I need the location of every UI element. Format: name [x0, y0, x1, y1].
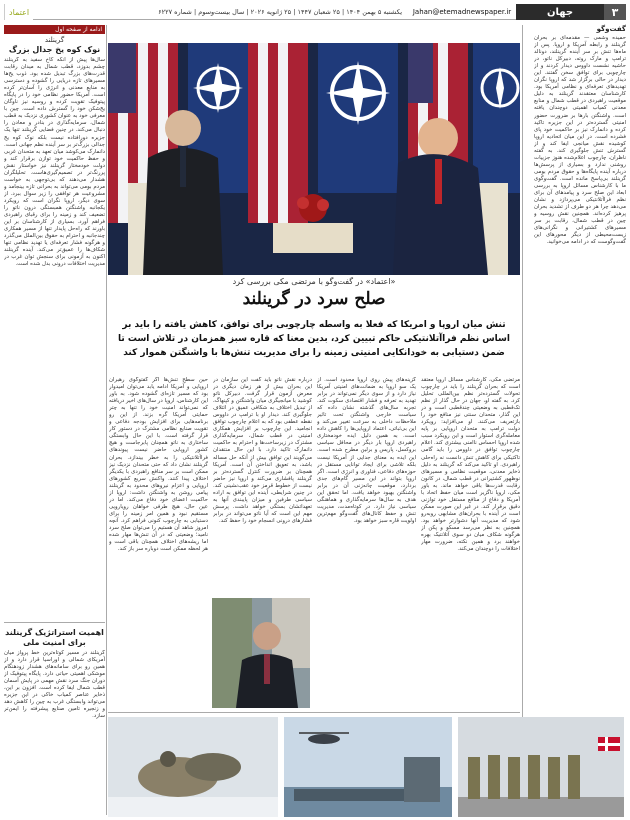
column-divider: [106, 25, 107, 815]
article-column: گزینه‌های پیش روی اروپا محدود است. از یک سو اروپا به ضمانت‌های امنیتی آمریکا نیاز دارد و از سوی دیگر نمی‌تواند در برابر تهدید به تعرفه و فشار اقتصادی سکوت کند. تجربه سال‌های گذشته نشان داده که سیاست خارجی واشنگتن تحت تاثیر ملاحظات داخلی به سرعت تغییر می‌کند و این بی‌ثباتی، اعتماد اروپایی‌ها را کاهش داده است. به همین دلیل ایده خودمختاری راهبردی اروپا بار دیگر در محافل سیاسی بروکسل، پاریس و برلین مطرح شده است. این ایده به معنای جدایی از آمریکا نیست بلکه تلاشی برای ایجاد توانایی مستقل در حوزه‌های دفاعی، فناوری و انرژی است. اگر اروپا بتواند در این مسیر گام‌های جدی بردارد، موقعیت چانه‌زنی آن در برابر واشنگتن بهبود خواهد یافت. اما تحقق این هدف به سال‌ها سرمایه‌گذاری و هماهنگی سیاسی نیاز دارد. در کوتاه‌مدت، مدیریت تنش و حفظ کانال‌های گفت‌وگو مهم‌ترین اولویت قاره سبز خواهد بود.: [317, 377, 416, 524]
left-column-article-2: [4, 628, 105, 806]
page-number: ۳: [604, 4, 626, 20]
masthead-bar: [4, 4, 626, 20]
right-column-label: گفت‌وگو: [596, 25, 626, 33]
left-article-2-body: گرینلند در مسیر کوتاه‌ترین خط پرواز میان آمریکای شمالی و اوراسیا قرار دارد و از همین رو برای سامانه‌های هشدار زودهنگام موشکی اهمیتی حیاتی دارد. پایگاه پیتوفیک از دوران جنگ سرد نقش مهمی در پایش آسمان قطب شمال ایفا کرده است. افزون بر این، ذخایر عناصر کمیاب خاکی در این جزیره می‌تواند وابستگی غرب به چین را کاهش دهد و زنجیره تامین صنایع پیشرفته را ایمن‌تر سازد.: [4, 650, 105, 720]
section-email[interactable]: Jahan@etemadnewspaper.ir: [408, 4, 516, 20]
bottom-photo-strip: [108, 717, 624, 817]
left-article-title: نوک کوه یخ جدال بزرگ: [8, 45, 101, 54]
article-kicker: «اعتماد» در گفت‌وگو با مرتضی مکی بررسی کرد: [232, 277, 396, 286]
left-article-body: سال‌ها پیش از آنکه کاخ سفید به گرینلند چشم بدوزد، قطب شمال به میدان رقابت قدرت‌های بزرگ تبدیل شده بود. ذوب یخ‌ها مسیرهای تازه دریایی را گشوده و دسترسی به منابع معدنی و انرژی را آسان‌تر کرده است. آمریکا حضور نظامی خود را در پایگاه پیتوفیک تقویت کرده و روسیه نیز ناوگان یخ‌شکن خود را گسترش داده است. چین با معرفی خود به عنوان کشوری نزدیک به قطب شمال، سرمایه‌گذاری در بنادر و معادن را دنبال می‌کند. در چنین فضایی گرینلند تنها یک جزیره دورافتاده نیست بلکه نوک کوه یخ جدالی بزرگ‌تر بر سر آینده نظم جهانی است. دانمارک می‌کوشد میان تعهد به متحدان غربی و حفظ حاکمیت خود توازن برقرار کند و دولت خودمختار گرینلند نیز خواستار نقش پررنگ‌تر در تصمیم‌گیری‌هاست. تحلیلگران هشدار می‌دهند که بی‌توجهی به خواست مردم بومی می‌تواند به بحرانی تازه بینجامد و مشروعیت هر توافقی را زیر سوال ببرد. از سوی دیگر، اروپا نگران است که رویکرد یکجانبه واشنگتن همبستگی درون ناتو را تضعیف کند و زمینه را برای رقبای راهبردی فراهم آورد. بسیاری از کارشناسان بر این باورند که راه‌حل پایدار تنها از مسیر همکاری چندجانبه و احترام به حقوق بین‌الملل می‌گذرد و هرگونه فشار تعرفه‌ای یا تهدید نظامی تنها شکاف‌ها را عمیق‌تر می‌کند. آینده گرینلند اکنون به آزمونی برای سنجش توان غرب در مدیریت اختلافات درونی بدل شده است.: [4, 57, 105, 268]
soldiers-flag-photo: [458, 717, 624, 817]
left-article-kicker: گرینلند: [44, 36, 65, 44]
main-photo: [108, 43, 520, 275]
article-column: حین سطح تنش‌ها اگر گفتوگوی رهبران اروپایی و آمریکا ادامه یابد می‌توان امیدوار بود که مسیر تازه‌ای گشوده شود. به باور این کارشناس، اروپا در سال‌های اخیر دریافته که نمی‌تواند امنیت خود را تنها به چتر حمایتی آمریکا گره بزند. از این رو برنامه‌هایی برای افزایش بودجه دفاعی و تقویت صنایع نظامی مشترک در دستور کار قرار گرفته است. با این حال وابستگی ساختاری به ناتو همچنان پابرجاست و هیچ کشور اروپایی حاضر نیست پیوندهای فراآتلانتیکی را به خطر بیندازد. بحران گرینلند نشان داد که حتی متحدان نزدیک نیز ممکن است بر سر منافع راهبردی با یکدیگر اختلاف پیدا کنند. واکنش سریع کشورهای اروپایی و اعزام نیروهای محدود به گرینلند پیامی روشن به واشنگتن داشت: اروپا از حاکمیت اعضای خود دفاع می‌کند. اما در عین حال، هیچ طرفی خواهان رویارویی مستقیم نبود و همین امر زمینه را برای دستیابی به چارچوب کنونی فراهم کرد. آنچه امروز شاهد آن هستیم را می‌توان صلح سرد نامید؛ وضعیتی که در آن تنش‌ها مهار شده اما ریشه‌های اختلاف همچنان باقی است و هر لحظه ممکن است دوباره سر باز کند.: [109, 377, 208, 553]
article-column: مرتضی مکی، کارشناس مسائل اروپا معتقد است که بحران گرینلند را باید در چارچوب تحولات گسترده‌تر نظم بین‌المللی تحلیل کرد. به گفته او، جهان در حال گذار از نظم تک‌قطبی به وضعیتی چندقطبی است و در این گذار، متحدان سنتی نیز منافع خود را بازتعریف می‌کنند. او می‌افزاید: رویکرد دولت ترامپ به متحدان اروپایی بر پایه معامله‌گری استوار است و این رویکرد سبب شده اروپا احساس ناامنی بیشتری کند. اعلام چارچوب توافق در داووس را باید گامی تاکتیکی برای کاهش تنش دانست نه راه‌حلی راهبردی. او تاکید می‌کند که گرینلند به دلیل ذخایر معدنی، موقعیت نظامی و مسیرهای نوظهور کشتیرانی در قطب شمال، در کانون رقابت قدرت‌ها باقی خواهد ماند. به باور مکی، اروپا ناگزیر است میان حفظ اتحاد با آمریکا و دفاع از منافع مستقل خود توازنی دقیق برقرار کند. در غیر این صورت ممکن است در آینده با بحران‌های مشابهی روبه‌رو شود که مدیریت آنها دشوارتر خواهد بود. همچنین به نظر می‌رسد مسکو و پکن از هرگونه شکاف میان دو سوی آتلانتیک بهره خواهند برد و همین نکته، ضرورت مهار اختلافات را دوچندان می‌کند.: [421, 377, 520, 553]
brand-logo: اعتماد: [4, 4, 33, 20]
section-divider: [4, 622, 105, 623]
continued-from-front-label: ادامه از صفحه اول: [4, 25, 105, 34]
article-headline: صلح سرد در گرینلند: [242, 289, 386, 309]
right-column-text: حمیده وشمی — مقدمه‌ای بر بحران گرینلند و رابطه آمریکا و اروپا. پس از ماه‌ها تنش بر سر آینده گرینلند، دونالد ترامپ و مارک روته، دبیرکل ناتو، در حاشیه نشست داووس دیدار کردند و از چارچوبی برای توافق سخن گفتند. این دیدار در حالی برگزار شد که اروپا نگران تهدیدهای تعرفه‌ای و نظامی آمریکا بود. کارشناسان معتقدند گرینلند به دلیل موقعیت راهبردی در قطب شمال و منابع معدنی کمیاب اهمیتی دوچندان یافته است. واشنگتن بارها بر ضرورت حضور امنیتی گسترده‌تر در این جزیره تاکید کرده و دانمارک نیز بر حاکمیت خود پای فشرده است. در این میان اتحادیه اروپا کوشیده نقش میانجی ایفا کند و از گسترش تنش جلوگیری کند. به گفته ناظران، چارچوب اعلام‌شده هنوز جزییات روشنی ندارد و بسیاری از پرسش‌ها درباره آینده پایگاه‌ها و حقوق مردم بومی گرینلند بی‌پاسخ مانده است. گفت‌وگوی ما با کارشناس مسائل اروپا به بررسی ابعاد این صلح سرد و پیامدهای آن برای نظم فراآتلانتیکی می‌پردازد و نشان می‌دهد چرا هر دو طرف از تشدید بحران پرهیز کرده‌اند. همچنین نقش روسیه و چین در قطب شمال، رقابت بر سر مسیرهای کشتیرانی و نگرانی‌های زیست‌محیطی از دیگر محورهای این گفت‌وگوست که در ادامه می‌خوانید.: [534, 35, 626, 246]
left-column-article: [4, 36, 105, 617]
photo-divider: [108, 712, 520, 713]
helicopter-ship-photo: [284, 717, 452, 817]
left-article-2-title: اهمیت استراتژیک گرینلند برای امنیت ملی: [5, 628, 104, 647]
column-divider: [522, 25, 523, 815]
article-column: درباره نقش ناتو باید گفت این سازمان در این بحران بیش از هر زمان دیگری در معرض آزمون قرار گرفت. دبیرکل ناتو کوشید با میانجیگری میان واشنگتن و کپنهاگ، از تبدیل اختلاف به شکافی عمیق در ائتلاف جلوگیری کند. دیدار او با ترامپ در داووس نقطه عطفی بود که به اعلام چارچوب توافق انجامید. این چارچوب بر افزایش همکاری امنیتی در قطب شمال، سرمایه‌گذاری مشترک در زیرساخت‌ها و احترام به حاکمیت دانمارک تاکید دارد. با این حال منتقدان می‌گویند این توافق بیش از آنکه حل مساله باشد، به تعویق انداختن آن است. آمریکا همچنان بر ضرورت کنترل گسترده‌تر بر گرینلند پافشاری می‌کند و اروپا نیز حاضر نیست از خطوط قرمز خود عقب‌نشینی کند. در چنین شرایطی، آینده این توافق به اراده سیاسی طرفین و میزان پایبندی آنها به تعهداتشان بستگی خواهد داشت. پرسش مهم این است که آیا ناتو می‌تواند در برابر فشارهای درونی انسجام خود را حفظ کند.: [213, 377, 312, 524]
soldiers-snow-photo: [108, 717, 278, 817]
article-deck: تنش میان اروپا و امریکا که فعلا به واسطه چارچوبی برای توافق، کاهش یافته را باید بر اساس نظم فراآتلانتیکی حاکم تبیین کرد، بدین معنا که قاره سبز همزمان در تلاش است تا ضمن دستیابی به خودانکایی امنیتی زمینه را برای مدیریت تنش‌ها با واشنگتن هموار کند: [118, 320, 510, 358]
section-title: جهان: [516, 4, 604, 20]
article-body: [108, 377, 520, 707]
dateline: یکشنبه ۵ بهمن ۱۴۰۴ | ۲۵ شعبان ۱۴۴۷ | ۲۵ ژانویه ۲۰۲۶ | سال بیست‌وسوم | شماره ۶۲۲۷: [33, 4, 408, 20]
interviewee-portrait: [212, 598, 310, 708]
